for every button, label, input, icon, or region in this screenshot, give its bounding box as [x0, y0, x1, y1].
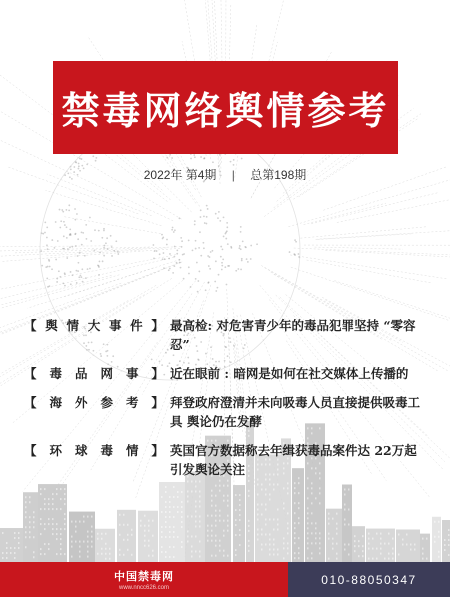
footer-phone-area: [288, 562, 450, 597]
phone-number: 010-88050347: [321, 572, 417, 587]
title-banner: [53, 61, 398, 154]
logo: 中国禁毒网: [114, 570, 174, 583]
footer-logo-area: [0, 562, 288, 597]
contents-item[interactable]: [24, 393, 424, 431]
item-headline[interactable]: 拜登政府澄清并未向吸毒人员直接提供吸毒工具 舆论仍在发酵: [170, 395, 421, 429]
item-headline[interactable]: 英国官方数据称去年缉获毒品案件达 22万起 引发舆论关注: [170, 443, 417, 477]
logo-url: www.nncc626.com: [118, 585, 170, 591]
issue-total: 总第198期: [250, 168, 307, 182]
footer-bar: [0, 562, 450, 597]
page-title: 禁毒网络舆情参考: [61, 88, 390, 133]
item-headline[interactable]: 近在眼前 : 暗网是如何在社交媒体上传播的: [170, 366, 409, 381]
item-label: 【 环 球 毒 情 】: [24, 443, 164, 458]
item-label: 【 海 外 参 考 】: [24, 395, 164, 410]
contents-item[interactable]: [24, 364, 424, 383]
item-label: 【 毒 品 网 事 】: [24, 366, 164, 381]
contents-list: [24, 316, 424, 489]
issue-line: [0, 166, 450, 183]
item-headline[interactable]: 最高检: 对危害青少年的毒品犯罪坚持 “零容忍”: [170, 318, 416, 352]
issue-separator: |: [231, 168, 235, 182]
contents-item[interactable]: [24, 441, 424, 479]
item-label: 【 舆 情 大 事 件 】: [24, 318, 164, 333]
issue-year: 2022年 第4期: [143, 168, 217, 182]
contents-item[interactable]: [24, 316, 424, 354]
